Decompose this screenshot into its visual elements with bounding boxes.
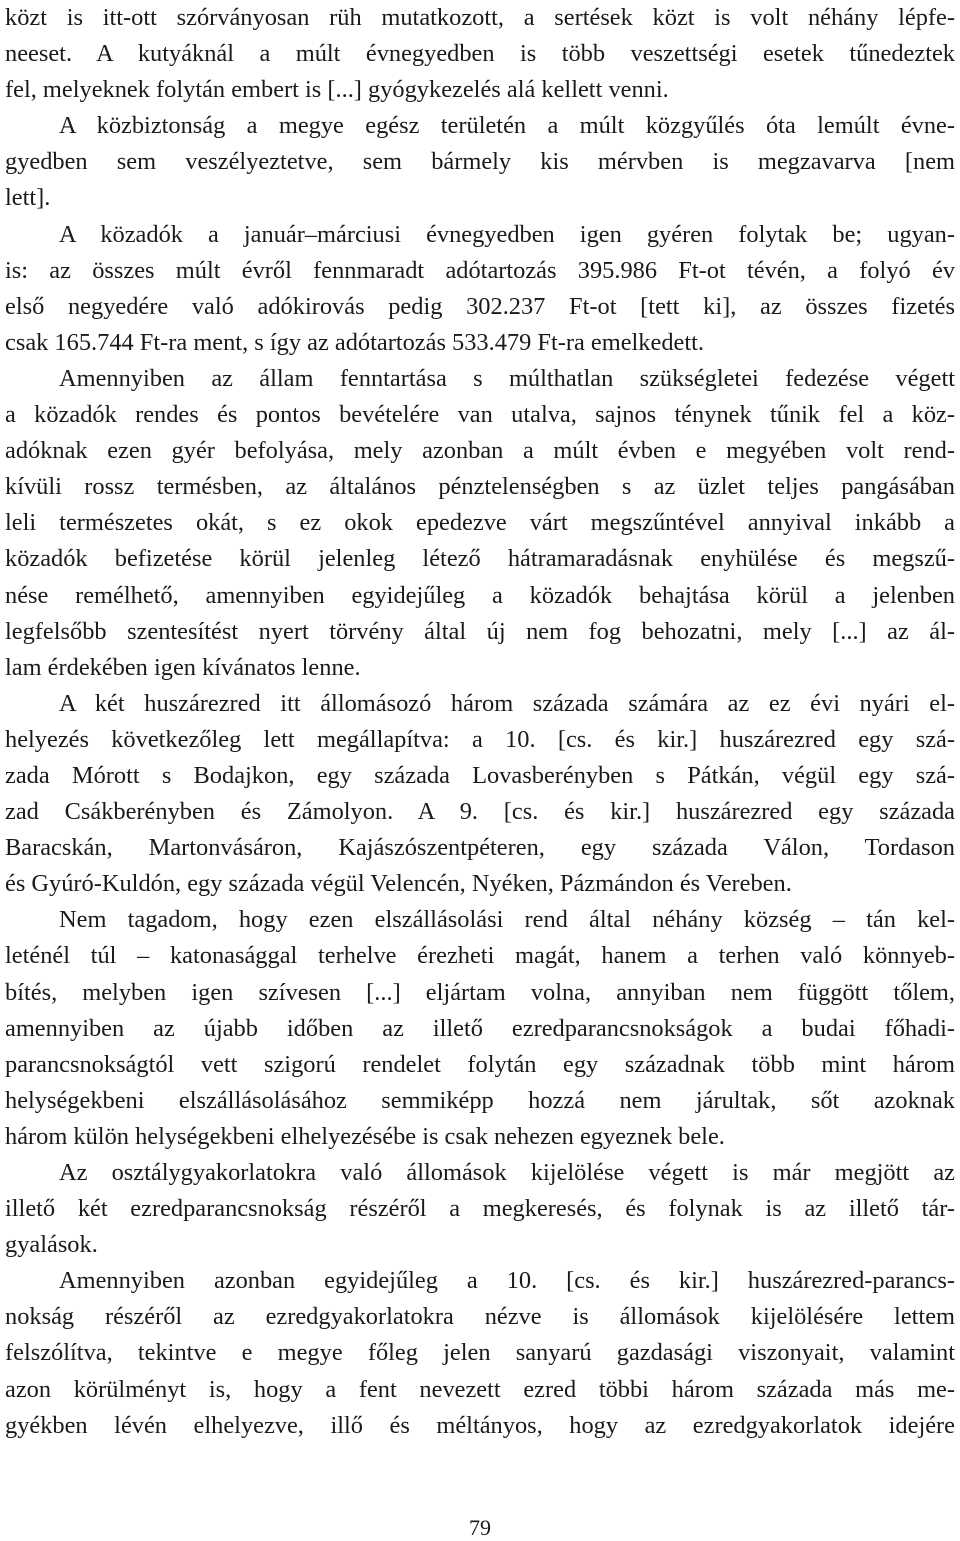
paragraph	[5, 108, 955, 216]
text-line: helyezés következőleg lett megállapítva: a 10. [cs. és kir.] huszárezred egy szá-	[5, 725, 955, 753]
text-line: leténél túl – katonasággal terhelve érezheti magát, hanem a terhen való könnyeb-	[5, 942, 955, 970]
text-line: közt is itt-ott szórványosan rüh mutatkozott, a sertések közt is volt néhány lépfe-	[5, 4, 955, 31]
text-line: Amennyiben azonban egyidejűleg a 10. [cs. és kir.] huszárezred-parancs-	[59, 1267, 955, 1295]
paragraph	[5, 217, 955, 361]
text-line: csak 165.744 Ft-ra ment, s így az adótartozás 533.479 Ft-ra emelkedett.	[5, 328, 705, 356]
paragraph	[5, 1263, 955, 1443]
text-line: is: az összes múlt évről fennmaradt adótartozás 395.986 Ft-ot tévén, a folyó év	[5, 256, 955, 284]
text-line: és Gyúró-Kuldón, egy százada végül Velencén, Nyéken, Pázmándon és Vereben.	[5, 870, 792, 898]
text-line: lett].	[5, 184, 51, 212]
text-line: parancsnokságtól vett szigorú rendelet folytán egy századnak több mint három	[5, 1050, 955, 1078]
text-line: első negyedére való adókirovás pedig 302.237 Ft-ot [tett ki], az összes fizetés	[5, 292, 955, 320]
paragraph	[5, 902, 955, 1155]
paragraph	[5, 686, 955, 903]
text-line: közadók befizetése körül jelenleg létező hátramaradásnak enyhülése és megszű-	[5, 545, 955, 573]
text-line: Amennyiben az állam fenntartása s múlthatlan szükségletei fedezése végett	[59, 364, 955, 392]
text-line: nése remélhető, amennyiben egyidejűleg a közadók behajtása körül a jelenben	[5, 581, 955, 609]
paragraph	[5, 0, 955, 108]
text-line: kívüli rossz termésben, az általános pénztelenségben s az üzlet teljes pangásában	[5, 473, 955, 501]
paragraph	[5, 1155, 955, 1263]
text-line: amennyiben az újabb időben az illető ezredparancsnokságok a budai főhadi-	[5, 1014, 955, 1042]
text-line: legfelsőbb szentesítést nyert törvény által új nem fog behozatni, mely [...] az ál-	[5, 617, 955, 645]
text-line: leli természetes okát, s ez okok epedezve várt megszűntével annyival inkább a	[5, 509, 955, 537]
text-line: gyalások.	[5, 1231, 98, 1259]
text-line: zada Mórott s Bodajkon, egy százada Lovasberényben s Pátkán, végül egy szá-	[5, 761, 955, 789]
text-line: gyékben lévén elhelyezve, illő és méltányos, hogy az ezredgyakorlatok idejére	[5, 1411, 955, 1439]
text-line: adóknak ezen gyér befolyása, mely azonban a múlt évben e megyében volt rend-	[5, 437, 955, 465]
text-line: illető két ezredparancsnokság részéről a megkeresés, és folynak is az illető tár-	[5, 1195, 955, 1223]
text-line: lam érdekében igen kívánatos lenne.	[5, 653, 361, 681]
text-line: a közadók rendes és pontos bevételére van utalva, sajnos ténynek tűnik fel a köz-	[5, 401, 955, 429]
paragraph	[5, 361, 955, 686]
page-number: 79	[469, 1515, 491, 1540]
text-line: gyedben sem veszélyeztetve, sem bármely kis mérvben is megzavarva [nem	[5, 148, 955, 176]
text-line: zad Csákberényben és Zámolyon. A 9. [cs. és kir.] huszárezred egy százada	[5, 798, 955, 826]
text-line: felszólítva, tekintve e megye főleg jelen sanyarú gazdasági viszonyait, valamint	[5, 1339, 955, 1367]
text-line: A közbiztonság a megye egész területén a múlt közgyűlés óta lemúlt évne-	[59, 112, 955, 140]
text-line: Baracskán, Martonvásáron, Kajászószentpéteren, egy százada Válon, Tordason	[5, 834, 955, 862]
document-body	[5, 0, 955, 1444]
text-line: Nem tagadom, hogy ezen elszállásolási rend által néhány község – tán kel-	[59, 906, 955, 934]
text-line: neeset. A kutyáknál a múlt évnegyedben is több veszettségi esetek tűnedeztek	[5, 40, 955, 68]
text-line: fel, melyeknek folytán embert is [...] gyógykezelés alá kellett venni.	[5, 76, 669, 104]
text-line: Az osztálygyakorlatokra való állomások kijelölése végett is már megjött az	[59, 1159, 955, 1186]
text-line: nokság részéről az ezredgyakorlatokra nézve is állomások kijelölésére lettem	[5, 1303, 955, 1331]
text-line: helységekbeni elszállásolásához semmiképp hozzá nem járultak, sőt azoknak	[5, 1086, 955, 1114]
text-line: A két huszárezred itt állomásozó három százada számára az ez évi nyári el-	[59, 689, 955, 717]
text-line: azon körülményt is, hogy a fent nevezett ezred többi három százada más me-	[5, 1375, 955, 1403]
text-line: bítés, melyben igen szívesen [...] eljártam volna, annyiban nem függött tőlem,	[5, 978, 955, 1006]
text-line: három külön helységekbeni elhelyezésébe is csak nehezen egyeznek bele.	[5, 1122, 725, 1150]
text-line: A közadók a január–márciusi évnegyedben igen gyéren folytak be; ugyan-	[59, 220, 955, 248]
